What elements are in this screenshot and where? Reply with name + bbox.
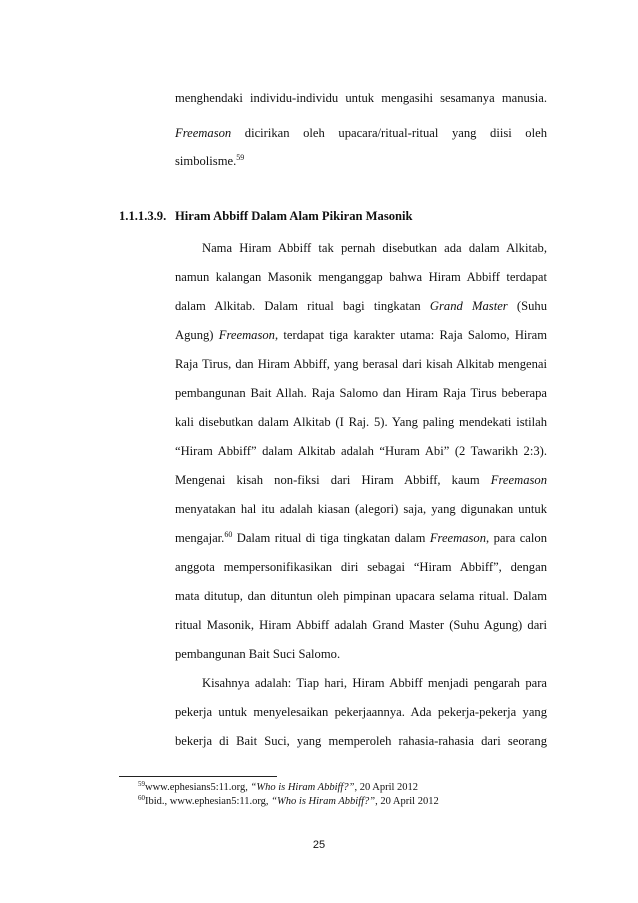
text-line: “Hiram Abbiff” dalam Alkitab adalah “Huram Abi” (2 Tawarikh 2:3).	[175, 444, 547, 458]
text-line: Freemason dicirikan oleh upacara/ritual-ritual yang diisi oleh	[175, 126, 547, 140]
text-line: bekerja di Bait Suci, yang memperoleh rahasia-rahasia dari seorang	[175, 734, 547, 748]
text-line: Kisahnya adalah: Tiap hari, Hiram Abbiff menjadi pengarah para	[202, 676, 547, 690]
section-heading	[119, 208, 413, 224]
italic-term: Freemason	[175, 126, 232, 140]
text-line: dalam Alkitab. Dalam ritual bagi tingkatan Grand Master (Suhu	[175, 299, 547, 313]
italic-term: Grand Master	[429, 299, 508, 313]
italic-term: Freemason	[490, 473, 547, 487]
footnote-mark: 59	[138, 780, 145, 788]
text-line: namun kalangan Masonik menganggap bahwa Hiram Abbiff terdapat	[175, 270, 547, 284]
section-number: 1.1.1.3.9.	[119, 209, 167, 223]
text-line: Agung) Freemason, terdapat tiga karakter utama: Raja Salomo, Hiram	[175, 328, 547, 342]
footnote: $^{60}$Ibid., www.ephesian5:11.org, “Who is Hiram Abbiff?”, 20 April 2012	[138, 794, 439, 807]
italic-term: Freemason	[218, 328, 275, 342]
text-line: mata ditutup, dan dituntun oleh pimpinan upacara selama ritual. Dalam	[175, 589, 547, 603]
text-line: menyatakan hal itu adalah kiasan (alegori) saja, yang digunakan untuk	[175, 502, 547, 516]
footnote-ref[interactable]: 60	[224, 530, 233, 539]
footnote-mark: 60	[138, 794, 145, 802]
text-line: Raja Tirus, dan Hiram Abbiff, yang berasal dari kisah Alkitab mengenai	[175, 357, 547, 371]
text-line: anggota mempersonifikasikan diri sebagai “Hiram Abbiff”, dengan	[175, 560, 547, 574]
text-line: kali disebutkan dalam Alkitab (I Raj. 5). Yang paling mendekati istilah	[175, 415, 547, 429]
text-line: ritual Masonik, Hiram Abbiff adalah Grand Master (Suhu Agung) dari	[175, 618, 547, 632]
page-number: 25	[312, 839, 326, 851]
footnote-ref[interactable]: 59	[236, 153, 245, 162]
text-line: simbolisme.$^{59}$	[175, 153, 245, 168]
text-line: pembangunan Bait Suci Salomo.	[175, 647, 341, 661]
text-line: Mengenai kisah non-fiksi dari Hiram Abbiff, kaum Freemason	[175, 473, 547, 487]
text-line: menghendaki individu-individu untuk mengasihi sesamanya manusia.	[175, 91, 547, 105]
footnote-divider	[119, 776, 277, 777]
italic-term: Freemason	[429, 531, 487, 545]
text-line: mengajar.$^{60}$ Dalam ritual di tiga tingkatan dalam Freemason, para calon	[175, 530, 547, 545]
text-line: pembangunan Bait Allah. Raja Salomo dan Hiram Raja Tirus beberapa	[175, 386, 547, 400]
text-line: Nama Hiram Abbiff tak pernah disebutkan ada dalam Alkitab,	[202, 241, 547, 255]
footnote: $^{59}$www.ephesians5:11.org, “Who is Hiram Abbiff?”, 20 April 2012	[138, 780, 419, 793]
section-title: Hiram Abbiff Dalam Alam Pikiran Masonik	[175, 209, 413, 223]
text-line: pekerja untuk menyelesaikan pekerjaannya. Ada pekerja-pekerja yang	[175, 705, 547, 719]
